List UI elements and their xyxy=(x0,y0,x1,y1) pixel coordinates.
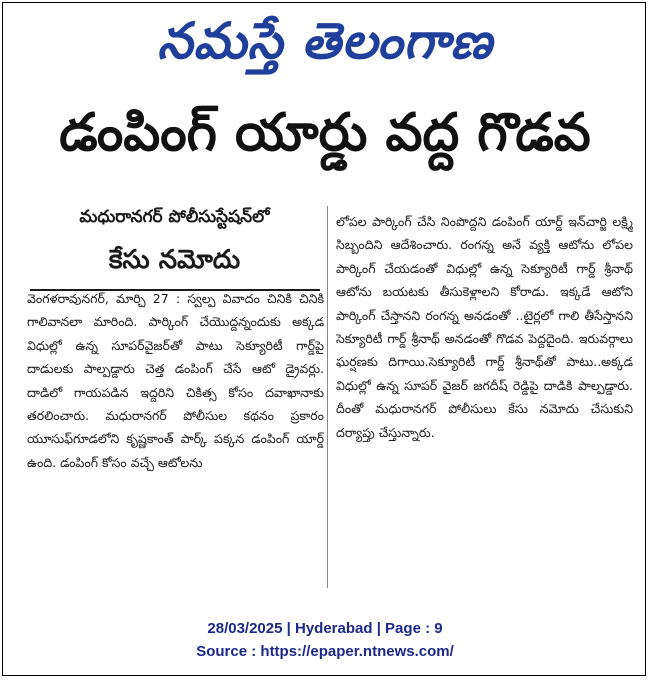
article-headline: డంపింగ్ యార్డు వద్ద గొడవ xyxy=(59,103,591,163)
newspaper-masthead: నమస్తే తెలంగాణ xyxy=(157,12,493,70)
article-subheadline: మధురానగర్ పోలీసుస్టేషన్‌లో xyxy=(79,207,270,227)
footer-source-link[interactable]: Source : https://epaper.ntnews.com/ xyxy=(196,643,454,660)
article-subheadline-2: కేసు నమోదు xyxy=(108,245,241,275)
article-body-left-column: వెంగళరావునగర్, మార్చి 27 : స్వల్ప వివాదం చినికి చినికి గాలివానలా మారింది. పార్కింగ్ చేయొద్దన్నందుకు అక్కడ విధుల్లో ఉన్న సూపర్‌వైజర్‌తో పాటు సెక్యూరిటీ గార్డ్‌పై దాడులకు పాల్పడ్డారు చెత్త డంపింగ్ చేసే ఆటో డ్రైవర్లు. దాడిలో గాయపడిన ఇద్దరిని చికిత్స కోసం దవాఖానాకు తరలించారు. మధురానగర్ పోలీసుల కథనం ప్రకారం యూసుఫ్‌గూడలోని కృష్ణకాంత్ పార్క్ పక్కన డంపింగ్ యార్డ్ ఉంది. డంపింగ్ కోసం వచ్చే ఆటోలను xyxy=(27,291,324,470)
footer-date-edition-page: 28/03/2025 | Hyderabad | Page : 9 xyxy=(207,620,443,637)
column-divider xyxy=(327,206,328,588)
article-body-right-column: లోపల పార్కింగ్ చేసి నింపొద్దని డంపింగ్ యార్డ్ ఇన్‌చార్జి లక్ష్మి సిబ్బందిని ఆదేశించారు. రంగన్న అనే వ్యక్తి ఆటోను లోపల పార్కింగ్ చేయడంతో విధుల్లో ఉన్న సెక్యూరిటీ గార్డ్ శ్రీనాథ్ ఆటోను బయటకు తీసుకెళ్లాలని కోరాడు. ఇక్కడే ఆటోని పార్కింగ్ చేస్తానని రంగన్న అనడంతో ..టైర్లలో గాలి తీసేస్తానని సెక్యూరిటీ గార్డ్ శ్రీనాథ్ అనడంతో గొడవ పెద్దదైంది. ఇరువర్గాలు ఘర్షణకు దిగాయి.సెక్యూరిటీ గార్డ్ శ్రీనాథ్‌తో పాటు..అక్కడ విధుల్లో ఉన్న సూపర్ వైజర్ జగదీష్ రెడ్డిపై దాడికి పాల్పడ్డారు. దీంతో మధురానగర్ పోలీసులు కేసు నమోదు చేసుకుని దర్యాప్తు చేస్తున్నారు. xyxy=(336,214,633,440)
